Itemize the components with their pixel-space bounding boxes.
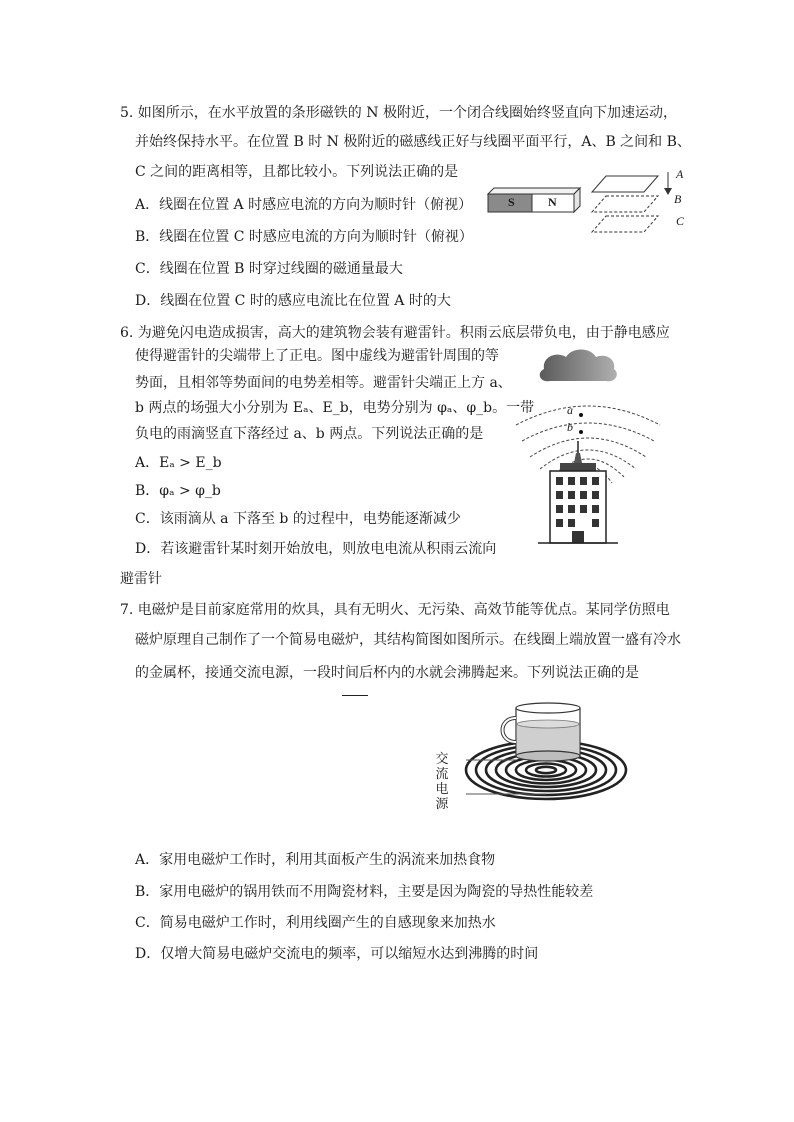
q6-option-c: C．该雨滴从 a 下落至 b 的过程中，电势能逐渐减少 xyxy=(135,511,461,527)
q5-option-c: C．线圈在位置 B 时穿过线圈的磁通量最大 xyxy=(135,261,403,277)
q6-stem-line-3: 势面，且相邻等势面间的电势差相等。避雷针尖端正上方 a、 xyxy=(135,375,512,391)
magnet-s-pole-label: S xyxy=(508,195,515,209)
point-a-label: a xyxy=(567,403,573,417)
q7-option-d: D．仅增大简易电磁炉交流电的频率，可以缩短水达到沸腾的时间 xyxy=(135,946,539,962)
q5-stem-line-2: 并始终保持水平。在位置 B 时 N 极附近的磁感线正好与线圈平面平行，A、B 之间和 B、 xyxy=(135,134,691,150)
q5-option-d: D．线圈在位置 C 时的感应电流比在位置 A 时的大 xyxy=(135,293,451,309)
answer-blank-line xyxy=(342,695,368,696)
q7-stem-line-3: 的金属杯，接通交流电源，一段时间后杯内的水就会沸腾起来。下列说法正确的是 xyxy=(135,665,639,681)
q6-lightning-rod-figure xyxy=(508,345,668,547)
power-label-char-1: 交 xyxy=(435,752,449,767)
q5-option-b: B．线圈在位置 C 时感应电流的方向为顺时针（俯视） xyxy=(135,229,473,245)
q6-option-a: A．Eₐ > E_b xyxy=(135,455,222,471)
q6-stem-line-2: 使得避雷针的尖端带上了正电。图中虚线为避雷针周围的等 xyxy=(135,348,499,364)
q7-induction-cooker-figure xyxy=(432,698,632,814)
position-a-label: A xyxy=(676,167,684,181)
q6-option-d-continued: 避雷针 xyxy=(120,571,162,587)
q7-stem-line-1: 7. 电磁炉是目前家庭常用的炊具，具有无明火、无污染、高效节能等优点。某同学仿照电 xyxy=(120,602,670,618)
ac-power-source-label xyxy=(434,752,450,812)
power-label-char-3: 电 xyxy=(435,782,449,797)
q5-magnet-coil-figure xyxy=(486,162,696,240)
position-c-label: C xyxy=(676,214,685,228)
power-label-char-2: 流 xyxy=(435,767,449,782)
magnet-n-pole-label: N xyxy=(548,195,557,209)
q7-option-c: C．简易电磁炉工作时，利用线圈产生的自感现象来加热水 xyxy=(135,915,496,931)
q7-option-b: B．家用电磁炉的锅用铁而不用陶瓷材料，主要是因为陶瓷的导热性能较差 xyxy=(135,884,594,900)
q6-stem-line-4: b 两点的场强大小分别为 Eₐ、E_b，电势分别为 φₐ、φ_b。一带 xyxy=(135,400,535,416)
q5-stem-line-3: C 之间的距离相等，且都比较小。下列说法正确的是 xyxy=(135,164,459,180)
q6-option-d: D．若该避雷针某时刻开始放电，则放电电流从积雨云流向 xyxy=(135,541,497,557)
q7-option-a: A．家用电磁炉工作时，利用其面板产生的涡流来加热食物 xyxy=(135,852,496,868)
q6-stem-line-5: 负电的雨滴竖直下落经过 a、b 两点。下列说法正确的是 xyxy=(135,426,484,442)
position-b-label: B xyxy=(674,192,682,206)
q6-option-b: B．φₐ > φ_b xyxy=(135,483,221,499)
q6-stem-line-1: 6. 为避免闪电造成损害，高大的建筑物会装有避雷针。积雨云底层带负电，由于静电感应 xyxy=(120,325,670,341)
q5-stem-line-1: 5. 如图所示，在水平放置的条形磁铁的 N 极附近，一个闭合线圈始终竖直向下加速运动， xyxy=(120,105,677,121)
power-label-char-4: 源 xyxy=(435,797,449,812)
point-b-label: b xyxy=(567,420,573,434)
q7-stem-line-2: 磁炉原理自己制作了一个简易电磁炉，其结构简图如图所示。在线圈上端放置一盛有冷水 xyxy=(135,632,681,648)
q5-option-a: A．线圈在位置 A 时感应电流的方向为顺时针（俯视） xyxy=(135,197,473,213)
